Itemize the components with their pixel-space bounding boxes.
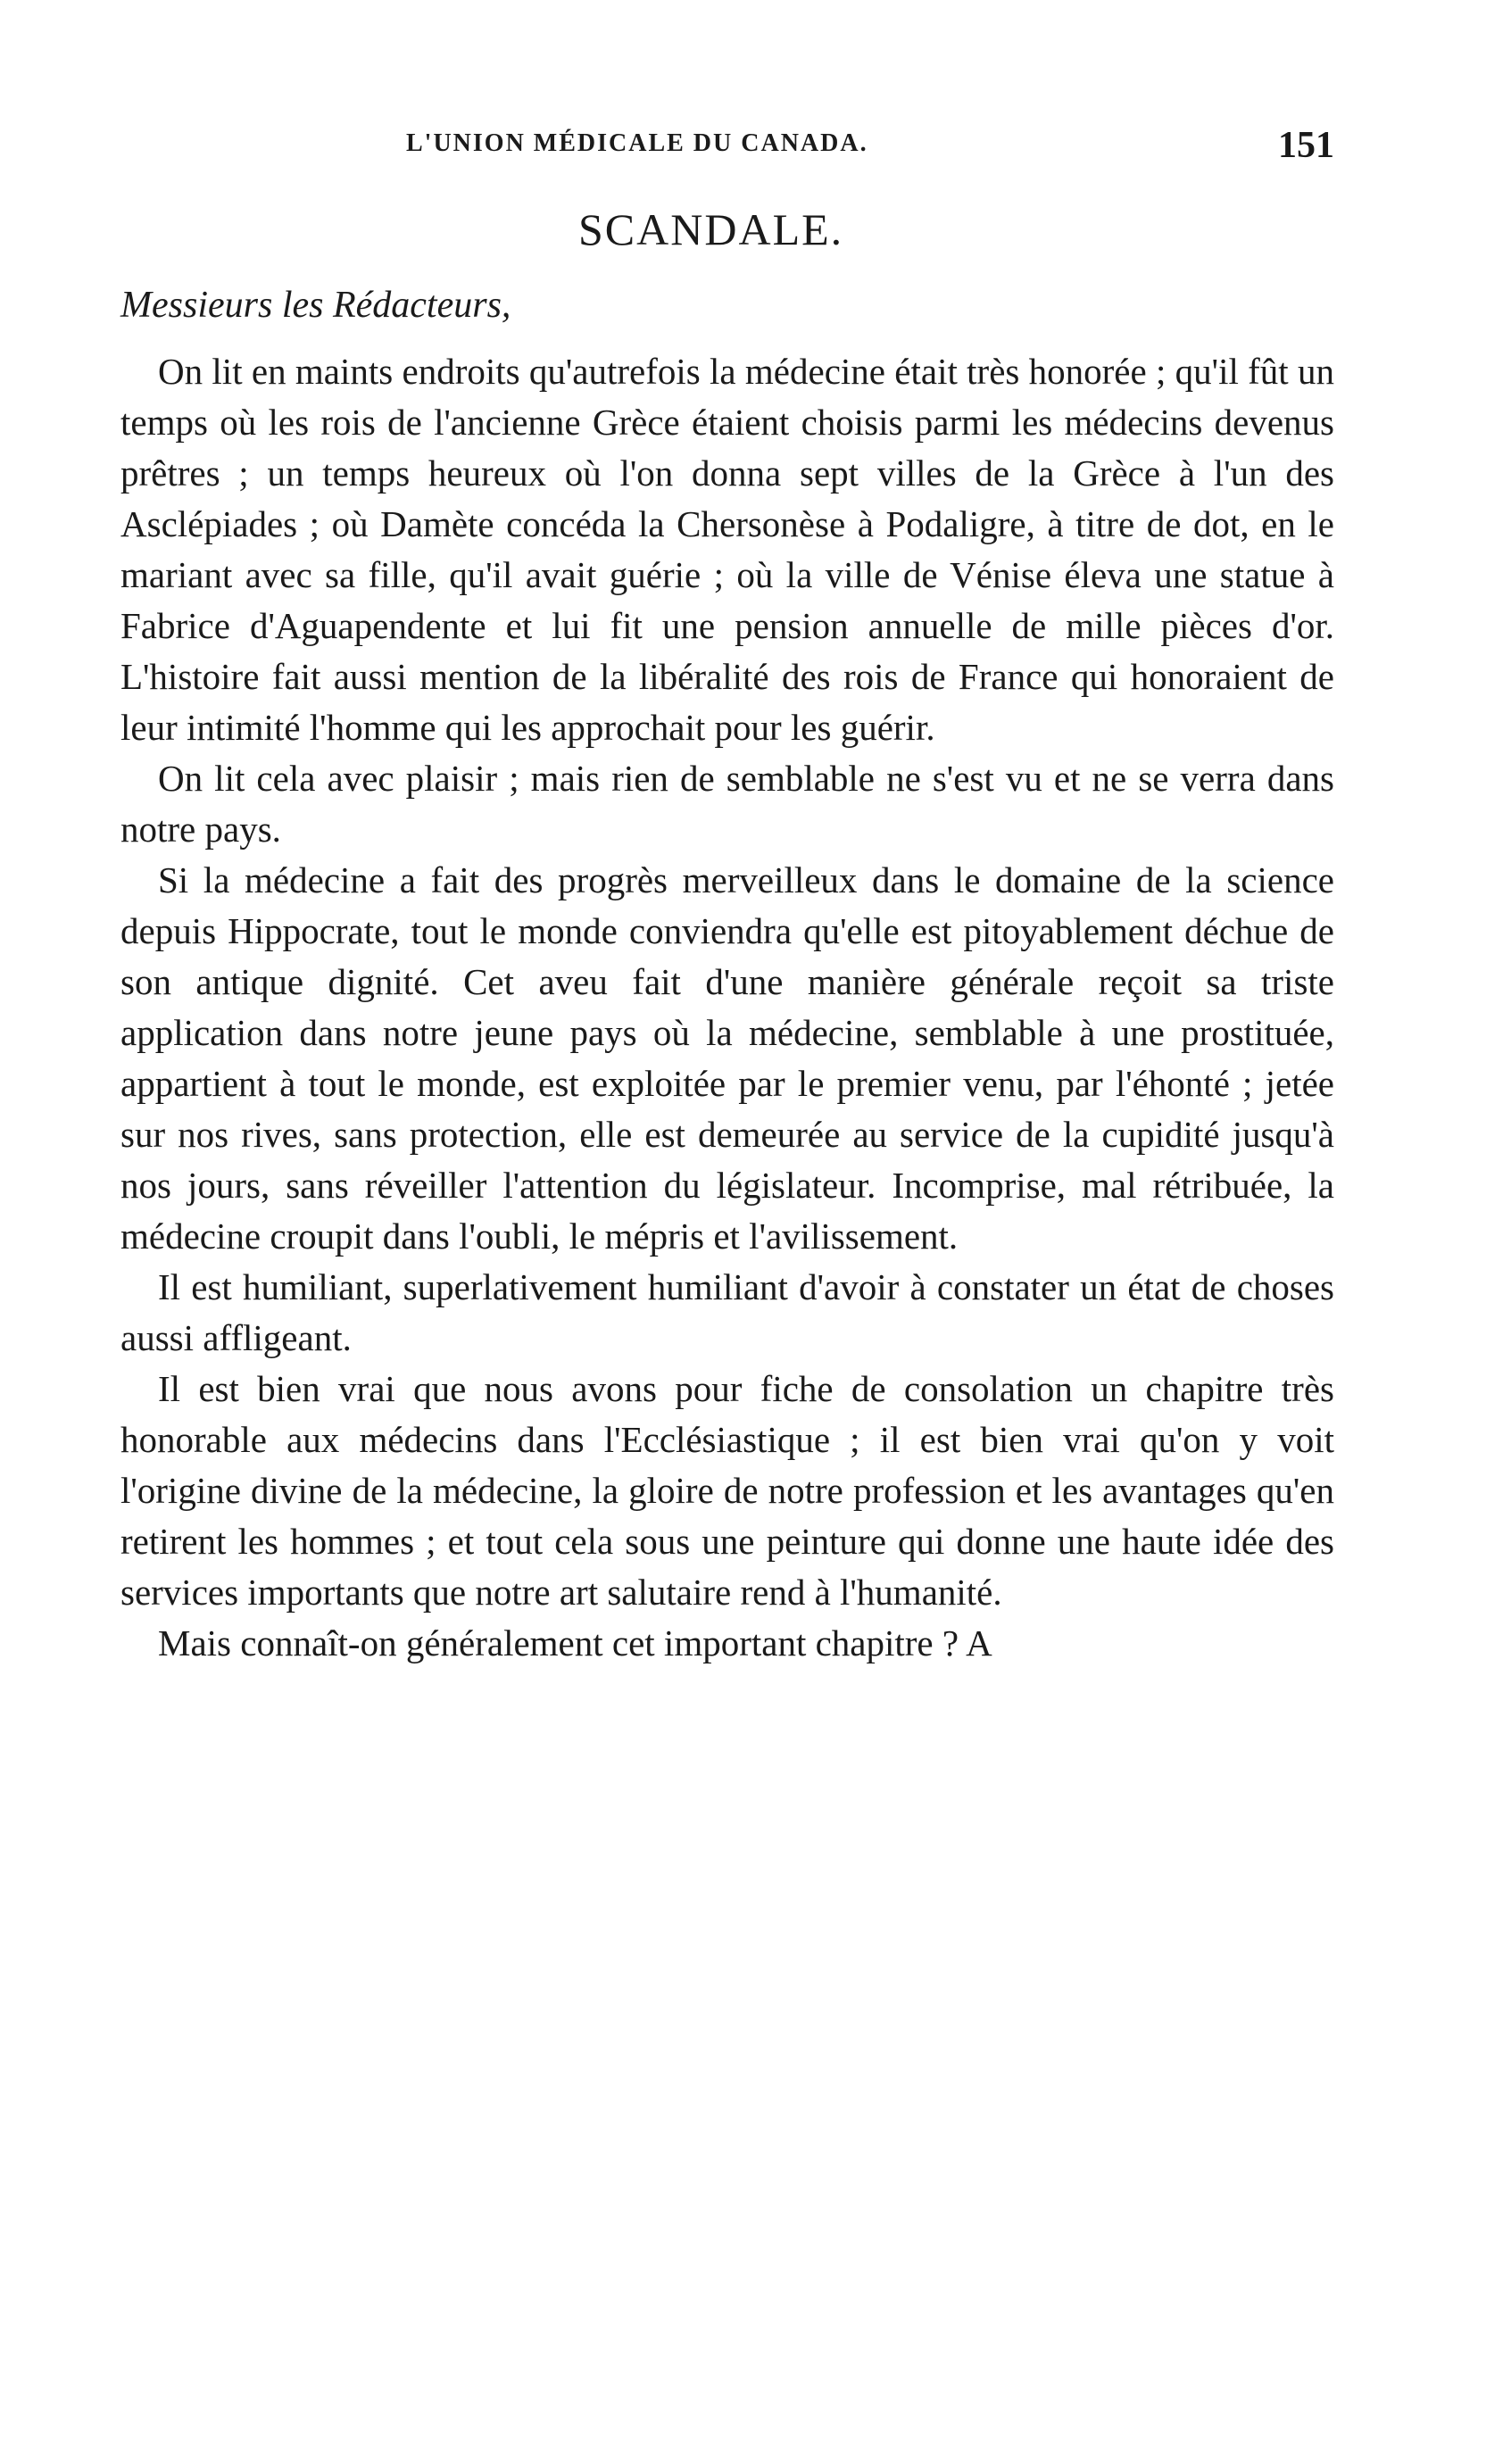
article-body [120, 346, 1334, 1669]
paragraph: Mais connaît-on généralement cet important chapitre ? A [158, 1622, 992, 1663]
journal-title: L'UNION MÉDICALE DU CANADA. [406, 129, 868, 157]
paragraph: Il est bien vrai que nous avons pour fiche de consolation un chapitre très honorable aux médecins dans l'Ecclésiastique ; il est bien vrai qu'on y voit l'origine divine de la médecine, la gloire de notre profession et les avantages qu'en retirent les hommes ; et tout cela sous une peinture qui donne une haute idée des services importants que notre art salutaire rend à l'humanité. [120, 1368, 1334, 1613]
paragraph: On lit en maints endroits qu'autrefois la médecine était très honorée ; qu'il fût un temps où les rois de l'ancienne Grèce étaient choisis parmi les médecins devenus prêtres ; un temps heureux où l'on donna sept villes de la Grèce à l'un des Asclépiades ; où Damète concéda la Chersonèse à Podaligre, à titre de dot, en le mariant avec sa fille, qu'il avait guérie ; où la ville de Vénise éleva une statue à Fabrice d'Aguapendente et lui fit une pension annuelle de mille pièces d'or. L'histoire fait aussi mention de la libéralité des rois de France qui honoraient de leur intimité l'homme qui les approchait pour les guérir. [120, 351, 1334, 748]
paragraph: Il est humiliant, superlativement humiliant d'avoir à constater un état de choses aussi affligeant. [120, 1266, 1334, 1358]
salutation: Messieurs les Rédacteurs, [120, 285, 511, 326]
page-number: 151 [1278, 125, 1334, 166]
running-header [120, 125, 1334, 183]
paragraph: On lit cela avec plaisir ; mais rien de semblable ne s'est vu et ne se verra dans notre pays. [120, 758, 1334, 850]
paragraph: Si la médecine a fait des progrès merveilleux dans le domaine de la science depuis Hippocrate, tout le monde conviendra qu'elle est pitoyablement déchue de son antique dignité. Cet aveu fait d'une manière générale reçoit sa triste application dans notre jeune pays où la médecine, semblable à une prostituée, appartient à tout le monde, est exploitée par le premier venu, par l'éhonté ; jetée sur nos rives, sans protection, elle est demeurée au service de la cupidité jusqu'à nos jours, sans réveiller l'attention du législateur. Incomprise, mal rétribuée, la médecine croupit dans l'oubli, le mépris et l'avilissement. [120, 859, 1334, 1257]
article-title: SCANDALE. [578, 204, 844, 254]
